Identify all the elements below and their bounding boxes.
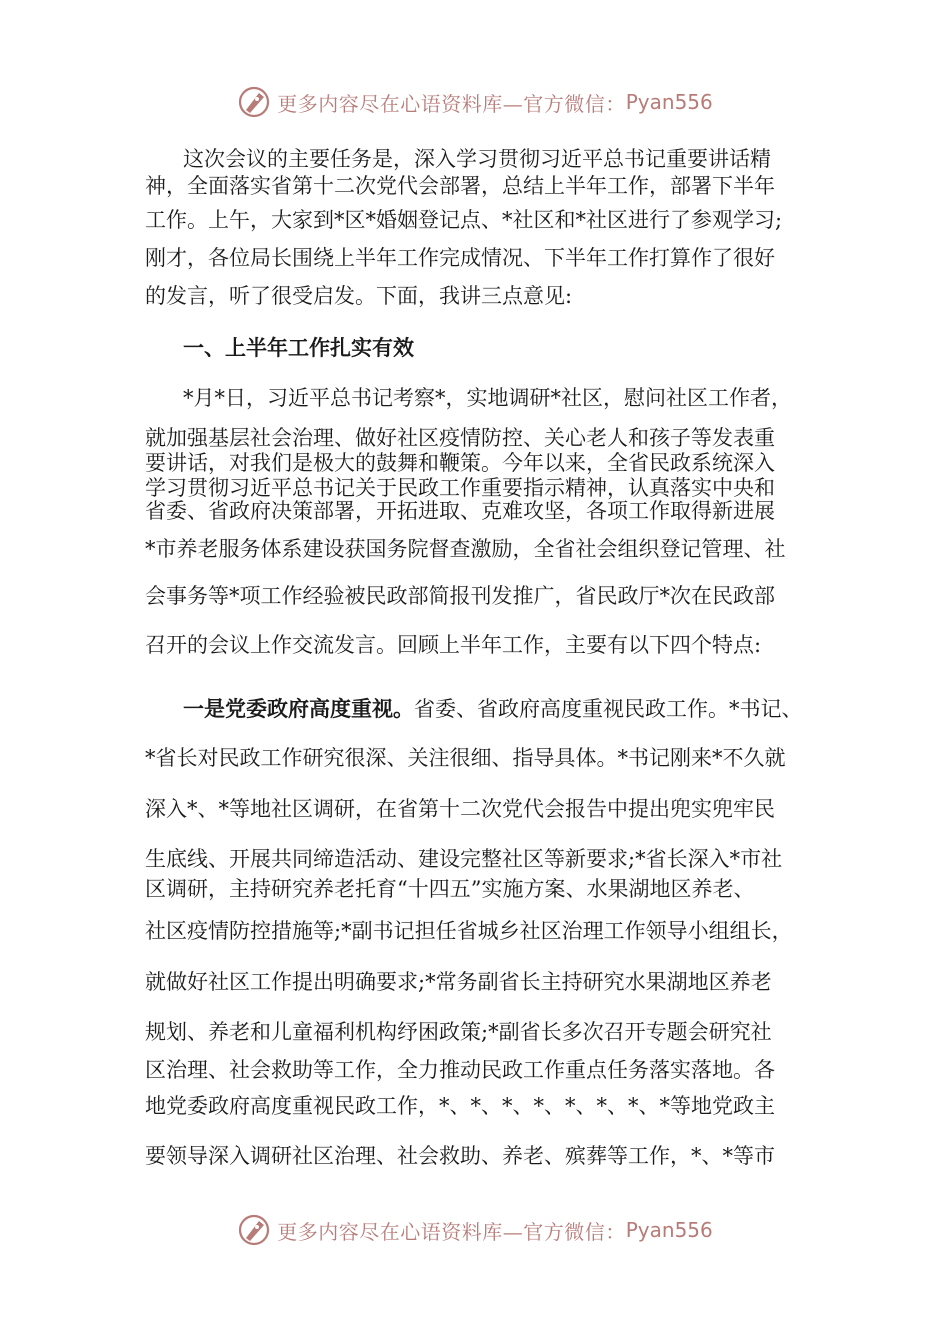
body-line: 地党委政府高度重视民政工作，*、*、*、*、*、*、*、*等地党政主 bbox=[145, 1094, 775, 1118]
body-line: *省长对民政工作研究很深、关注很细、指导具体。*书记刚来*不久就 bbox=[145, 746, 786, 770]
body-line: 学习贯彻习近平总书记关于民政工作重要指示精神，认真落实中央和 bbox=[145, 476, 775, 500]
banner-text: 更多内容尽在心语资料库—官方微信： bbox=[277, 1219, 626, 1244]
body-line: *月*日，习近平总书记考察*，实地调研*社区，慰问社区工作者， bbox=[183, 386, 792, 410]
body-line: 规划、养老和儿童福利机构纾困政策;*副省长多次召开专题会研究社 bbox=[145, 1020, 772, 1044]
header-banner bbox=[0, 80, 950, 124]
point-one-line bbox=[183, 695, 810, 723]
body-line: *市养老服务体系建设获国务院督查激励，全省社会组织登记管理、社 bbox=[145, 537, 786, 561]
body-line: 区治理、社会救助等工作，全力推动民政工作重点任务落实落地。各 bbox=[145, 1058, 775, 1082]
body-line: 区调研，主持研究养老托育“十四五”实施方案、水果湖地区养老、 bbox=[145, 877, 755, 901]
banner-text: 更多内容尽在心语资料库—官方微信： bbox=[277, 91, 626, 116]
point-one-title: 一是党委政府高度重视。 bbox=[183, 696, 414, 721]
body-line: 召开的会议上作交流发言。回顾上半年工作，主要有以下四个特点: bbox=[145, 633, 762, 657]
pen-nib-logo-icon bbox=[237, 1213, 271, 1247]
body-line: 省委、省政府决策部署，开拓进取、克难攻坚，各项工作取得新进展 bbox=[145, 499, 775, 523]
body-line: 深入*、*等地社区调研，在省第十二次党代会报告中提出兜实兜牢民 bbox=[145, 797, 775, 821]
point-one-text: 省委、省政府高度重视民政工作。*书记、 bbox=[414, 697, 803, 721]
body-line: 要讲话，对我们是极大的鼓舞和鞭策。今年以来，全省民政系统深入 bbox=[145, 451, 775, 475]
body-line: 社区疫情防控措施等;*副书记担任省城乡社区治理工作领导小组组长， bbox=[145, 919, 793, 943]
section-heading: 一、上半年工作扎实有效 bbox=[183, 335, 414, 360]
body-line: 工作。上午，大家到*区*婚姻登记点、*社区和*社区进行了参观学习; bbox=[145, 208, 783, 232]
body-line: 要领导深入调研社区治理、社会救助、养老、殡葬等工作，*、*等市 bbox=[145, 1144, 775, 1168]
body-line: 的发言，听了很受启发。下面，我讲三点意见: bbox=[145, 284, 573, 308]
pen-nib-logo-icon bbox=[237, 85, 271, 119]
banner-wechat-id: Pyan556 bbox=[625, 90, 713, 114]
footer-banner bbox=[0, 1208, 950, 1252]
body-line: 神，全面落实省第十二次党代会部署，总结上半年工作，部署下半年 bbox=[145, 174, 775, 198]
body-line: 就做好社区工作提出明确要求;*常务副省长主持研究水果湖地区养老 bbox=[145, 970, 772, 994]
body-line: 刚才，各位局长围绕上半年工作完成情况、下半年工作打算作了很好 bbox=[145, 246, 775, 270]
body-line: 就加强基层社会治理、做好社区疫情防控、关心老人和孩子等发表重 bbox=[145, 426, 775, 450]
body-line: 生底线、开展共同缔造活动、建设完整社区等新要求;*省长深入*市社 bbox=[145, 847, 783, 871]
body-line: 会事务等*项工作经验被民政部简报刊发推广，省民政厅*次在民政部 bbox=[145, 584, 775, 608]
banner-wechat-id: Pyan556 bbox=[625, 1218, 713, 1242]
body-line: 这次会议的主要任务是，深入学习贯彻习近平总书记重要讲话精 bbox=[183, 147, 771, 171]
